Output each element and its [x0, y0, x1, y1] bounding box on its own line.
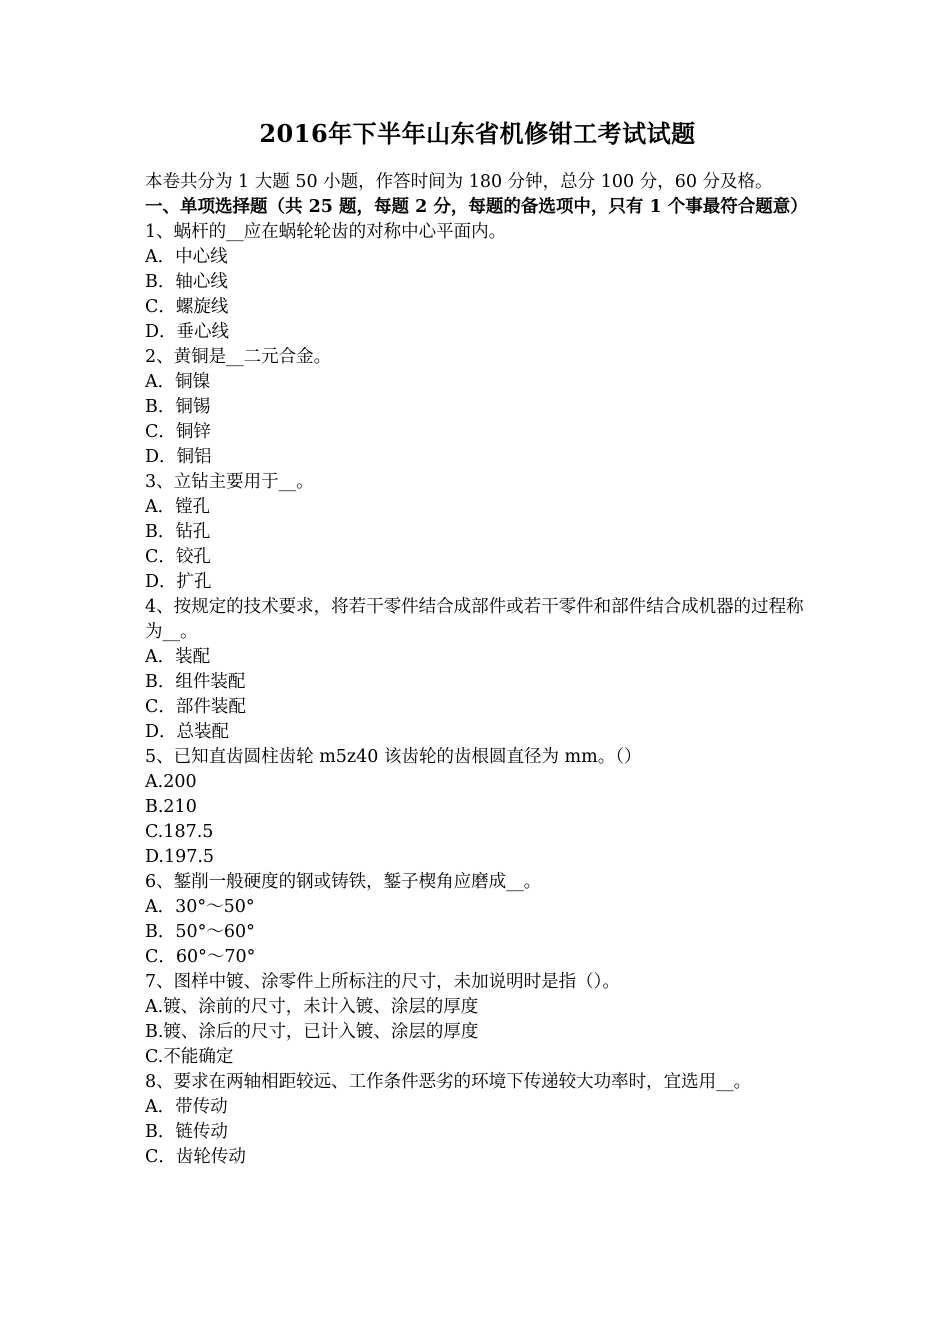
document-title: 2016年下半年山东省机修钳工考试试题 — [259, 119, 696, 148]
question-6 — [145, 870, 810, 970]
option-a: A．带传动 — [145, 1097, 228, 1117]
option-b: B．组件装配 — [145, 672, 246, 692]
option-c: C．螺旋线 — [145, 297, 229, 317]
option-d: D．铜铝 — [145, 447, 212, 467]
question-stem: 7、图样中镀、涂零件上所标注的尺寸，未加说明时是指（）。 — [145, 972, 620, 992]
option-b: B．钻孔 — [145, 522, 211, 542]
option-a: A．镗孔 — [145, 497, 211, 517]
option-d: D．垂心线 — [145, 322, 230, 342]
option-a: A.200 — [145, 772, 197, 792]
question-4 — [145, 595, 810, 745]
option-c: C．60°～70° — [145, 947, 256, 967]
question-stem: 2、黄铜是__二元合金。 — [145, 347, 332, 367]
option-d: D．扩孔 — [145, 572, 212, 592]
option-a: A．30°～50° — [145, 897, 255, 917]
question-7 — [145, 970, 810, 1070]
option-c: C．铰孔 — [145, 547, 211, 567]
option-b: B．轴心线 — [145, 272, 228, 292]
question-3 — [145, 470, 810, 595]
option-c: C．齿轮传动 — [145, 1147, 246, 1167]
option-b: B．铜锡 — [145, 397, 211, 417]
exam-intro: 本卷共分为 1 大题 50 小题，作答时间为 180 分钟，总分 100 分，60 分及格。 — [145, 172, 773, 192]
option-b: B．链传动 — [145, 1122, 228, 1142]
option-d: D.197.5 — [145, 847, 215, 867]
option-a: A.镀、涂前的尺寸，未计入镀、涂层的厚度 — [145, 997, 479, 1017]
option-c: C.187.5 — [145, 822, 214, 842]
question-2 — [145, 345, 810, 470]
option-c: C.不能确定 — [145, 1047, 234, 1067]
section-heading: 一、单项选择题（共 25 题，每题 2 分，每题的备选项中，只有 1 个事最符合题意） — [145, 197, 808, 217]
option-d: D．总装配 — [145, 722, 230, 742]
option-c: C．部件装配 — [145, 697, 246, 717]
question-stem: 5、已知直齿圆柱齿轮 m5z40 该齿轮的齿根圆直径为 mm。（） — [145, 747, 642, 767]
question-stem: 6、錾削一般硬度的钢或铸铁，錾子楔角应磨成__。 — [145, 872, 542, 892]
question-8 — [145, 1070, 810, 1170]
question-5 — [145, 745, 810, 870]
option-b: B.镀、涂后的尺寸，已计入镀、涂层的厚度 — [145, 1022, 479, 1042]
option-b: B.210 — [145, 797, 197, 817]
question-stem: 1、蜗杆的__应在蜗轮轮齿的对称中心平面内。 — [145, 222, 507, 242]
option-b: B．50°～60° — [145, 922, 255, 942]
option-a: A．装配 — [145, 647, 211, 667]
question-stem: 4、按规定的技术要求，将若干零件结合成部件或若干零件和部件结合成机器的过程称为__。 — [145, 597, 804, 642]
document-page — [145, 116, 810, 1170]
question-stem: 8、要求在两轴相距较远、工作条件恶劣的环境下传递较大功率时，宜选用__。 — [145, 1072, 752, 1092]
option-a: A．铜镍 — [145, 372, 211, 392]
question-1 — [145, 220, 810, 345]
question-stem: 3、立钻主要用于__。 — [145, 472, 314, 492]
option-c: C．铜锌 — [145, 422, 211, 442]
option-a: A．中心线 — [145, 247, 228, 267]
